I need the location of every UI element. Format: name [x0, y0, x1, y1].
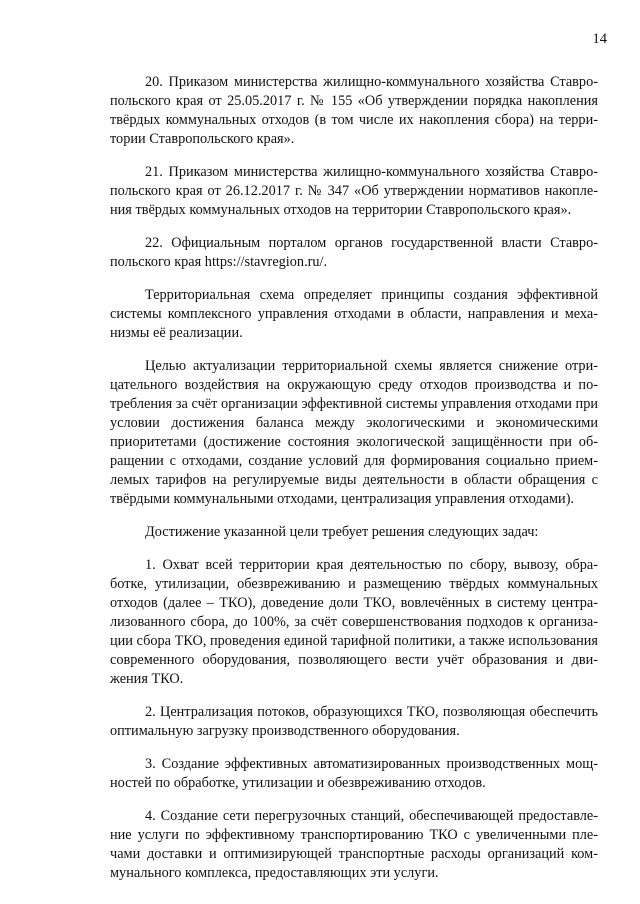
page-number: 14 — [592, 31, 607, 47]
paragraph-tasks-intro: Достижение указанной цели требует решения следующих задач: — [145, 524, 539, 540]
paragraph-task-1: 1. Охват всей территории края деятельностью по сбору, вывозу, обработке, утилизации, обезвреживанию и размещению твёрдых коммунальных отходов (далее – ТКО), доведение доли ТКО, вовлечённых в систему централизованного сбора, до 100%, за счёт совершенствования подходов к организации сбора ТКО, проведения единой тарифной политики, а также использования современного оборудования, позволяющего вести учёт образования и движения ТКО. — [110, 557, 598, 687]
paragraph-territorial-scheme: Территориальная схема определяет принципы создания эффективной системы комплексного управления отходами в области, направления и механизмы её реализации. — [110, 287, 598, 341]
paragraph-task-3: 3. Создание эффективных автоматизированных производственных мощностей по обработке, утилизации и обезвреживанию отходов. — [110, 756, 598, 791]
document-body — [110, 73, 598, 883]
paragraph-item-22: 22. Официальным порталом органов государственной власти Ставропольского края https://stavregion.ru/. — [110, 235, 598, 270]
paragraph-task-2: 2. Централизация потоков, образующихся ТКО, позволяющая обеспечить оптимальную загрузку производственного оборудования. — [110, 704, 598, 739]
paragraph-task-4: 4. Создание сети перегрузочных станций, обеспечивающей предоставление услуги по эффективному транспортированию ТКО с увеличенными плечами доставки и оптимизирующей транспортные расходы организаций коммунального комплекса, предоставляющих эти услуги. — [110, 808, 598, 881]
paragraph-item-21: 21. Приказом министерства жилищно-коммунального хозяйства Ставропольского края от 26.12.2017 г. № 347 «Об утверждении нормативов накопления твёрдых коммунальных отходов на территории Ставропольского края». — [110, 164, 598, 218]
paragraph-goal: Целью актуализации территориальной схемы является снижение отрицательного воздействия на окружающую среду отходов производства и потребления за счёт организации эффективной системы управления отходами при условии достижения баланса между экологическими и экономическими приоритетами (достижение состояния экологической защищённости при обращении с отходами, создание условий для формирования социально приемлемых тарифов на регулируемые виды деятельности в области обращения с твёрдыми коммунальными отходами, централизация управления отходами). — [110, 358, 598, 507]
paragraph-item-20: 20. Приказом министерства жилищно-коммунального хозяйства Ставропольского края от 25.05.2017 г. № 155 «Об утверждении порядка накопления твёрдых коммунальных отходов (в том числе их накопления сбора) на территории Ставропольского края». — [110, 74, 598, 147]
